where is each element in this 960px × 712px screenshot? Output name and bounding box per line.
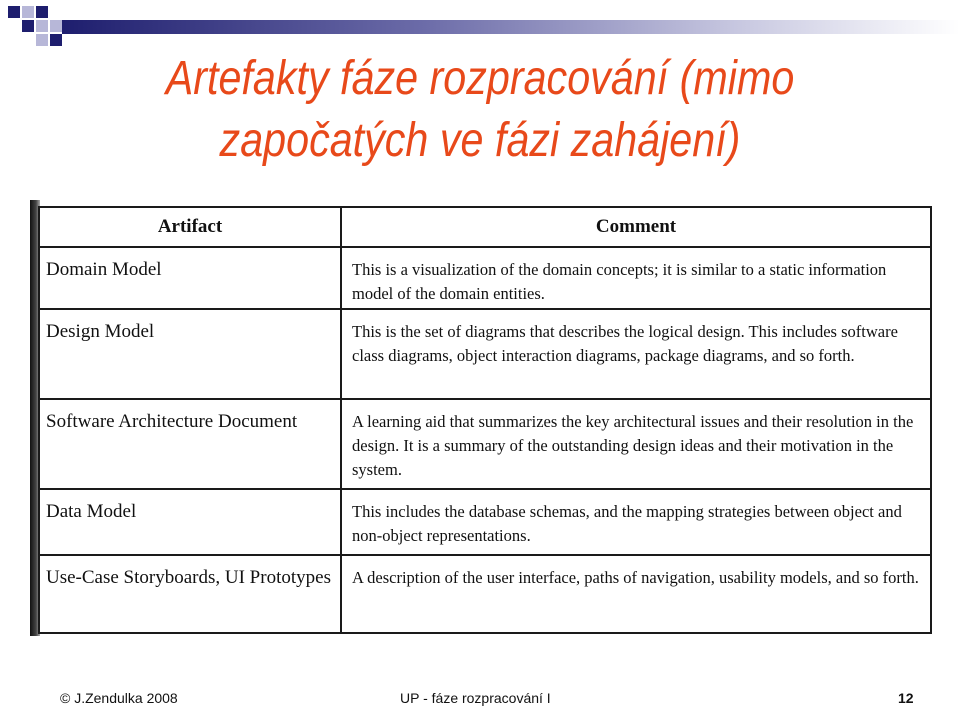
slide-title — [67, 48, 893, 172]
comment-cell: A learning aid that summarizes the key architectural issues and their resolution in the design. It is a summary of the outstanding design ideas and their motivation in the system. — [341, 399, 931, 489]
title-gradient-bar — [62, 20, 960, 34]
artifact-cell: Use-Case Storyboards, UI Prototypes — [39, 555, 341, 633]
header-artifact: Artifact — [39, 207, 341, 247]
title-line-1: Artefakty fáze rozpracování (mimo — [165, 52, 795, 105]
artifact-cell: Data Model — [39, 489, 341, 555]
scanned-table-image — [30, 200, 934, 636]
artifact-cell: Design Model — [39, 309, 341, 399]
table-row — [39, 555, 931, 633]
comment-cell: This is a visualization of the domain concepts; it is similar to a static information model of the domain entities. — [341, 247, 931, 309]
artifact-table — [38, 206, 932, 634]
page-number: 12 — [898, 690, 914, 706]
artifact-cell: Software Architecture Document — [39, 399, 341, 489]
comment-cell: This is the set of diagrams that describes the logical design. This includes software class diagrams, object interaction diagrams, package diagrams, and so forth. — [341, 309, 931, 399]
table-row — [39, 399, 931, 489]
title-line-2: započatých ve fázi zahájení) — [219, 114, 741, 167]
table-header-row — [39, 207, 931, 247]
comment-cell: This includes the database schemas, and the mapping strategies between object and non-object representations. — [341, 489, 931, 555]
comment-cell: A description of the user interface, paths of navigation, usability models, and so forth. — [341, 555, 931, 633]
table-row — [39, 309, 931, 399]
footer-author: © J.Zendulka 2008 — [60, 690, 178, 706]
table-row — [39, 489, 931, 555]
header-comment: Comment — [341, 207, 931, 247]
footer-course: UP - fáze rozpracování I — [400, 690, 551, 706]
table-row — [39, 247, 931, 309]
artifact-cell: Domain Model — [39, 247, 341, 309]
